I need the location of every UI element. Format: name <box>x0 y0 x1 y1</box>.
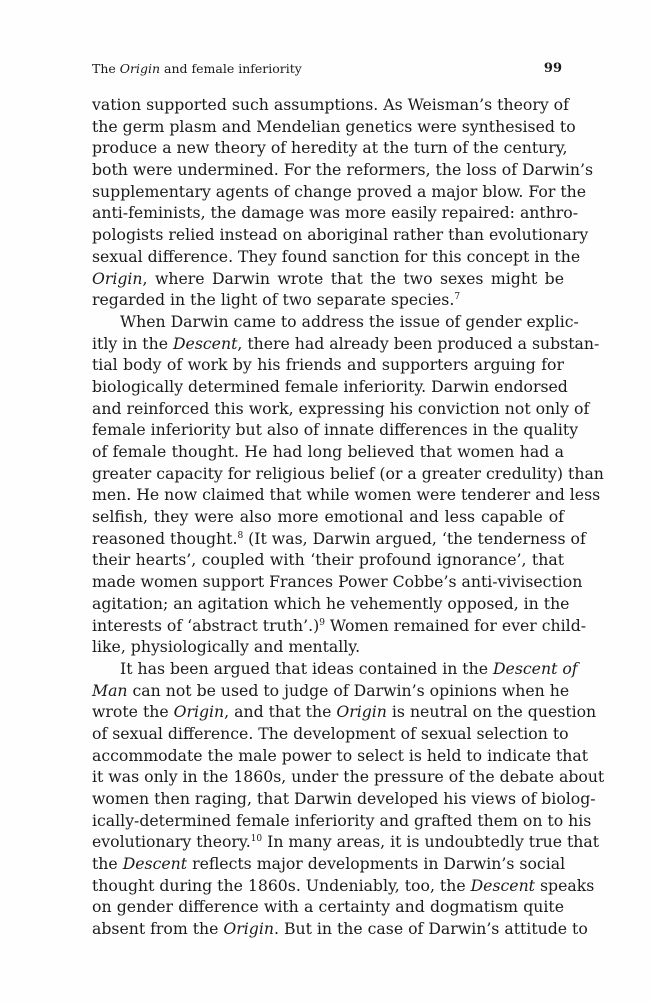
italic-title: Man <box>92 680 128 700</box>
text-line <box>92 333 600 355</box>
text-line <box>92 246 581 268</box>
text-run: It has been argued that ideas contained in the <box>120 658 493 678</box>
text-run: speaks <box>534 875 595 895</box>
footnote-ref: 10 <box>250 834 263 845</box>
text-run: men. He now claimed that while women were tenderer and less <box>92 485 601 505</box>
text-line <box>92 745 589 767</box>
text-line <box>92 658 578 680</box>
italic-title: Descent of <box>492 658 578 678</box>
text-line <box>92 896 564 918</box>
text-run: like, physiologically and mentally. <box>92 637 361 657</box>
text-run: regarded in the light of two separate species. <box>92 290 455 310</box>
text-line <box>92 398 590 420</box>
text-run: their hearts’, coupled with ‘their profound ignorance’, that <box>92 550 564 570</box>
text-run: the germ plasm and Mendelian genetics were synthesised to <box>92 116 576 136</box>
body-text <box>92 94 605 940</box>
text-run: agitation; an agitation which he vehemently opposed, in the <box>92 593 570 613</box>
text-line <box>92 918 588 940</box>
text-line <box>92 289 564 311</box>
text-run: both were undermined. For the reformers, the loss of Darwin’s <box>92 160 594 180</box>
text-line <box>92 181 587 203</box>
text-line <box>92 484 601 506</box>
text-run: accommodate the male power to select is held to indicate that <box>92 745 589 765</box>
text-line <box>92 268 564 290</box>
text-run: can not be used to judge of Darwin’s opinions when he <box>127 680 570 700</box>
running-head <box>92 60 562 78</box>
text-line <box>92 528 586 550</box>
text-run: Women remained for ever child- <box>324 615 587 635</box>
text-run: wrote the <box>92 702 174 722</box>
text-line <box>92 875 595 897</box>
text-run: tial body of work by his friends and supporters arguing for <box>92 355 564 375</box>
text-line <box>92 593 570 615</box>
text-run: women then raging, that Darwin developed his views of biolog- <box>92 789 596 808</box>
text-line <box>92 701 597 723</box>
italic-title: Origin <box>92 268 143 288</box>
text-line <box>92 571 583 593</box>
text-run: selfish, they were also more emotional and less capable of <box>92 507 564 527</box>
italic-title: Origin <box>223 919 274 939</box>
text-line <box>92 810 592 832</box>
text-run: supplementary agents of change proved a major blow. For the <box>92 181 587 201</box>
text-run: made women support Frances Power Cobbe’s anti-vivisection <box>92 572 583 592</box>
text-run: evolutionary theory. <box>92 832 251 852</box>
text-run: , and that the <box>224 702 337 722</box>
text-run: interests of ‘abstract truth’.) <box>92 615 320 635</box>
footnote-ref: 8 <box>237 530 244 541</box>
text-line <box>92 116 576 138</box>
text-run: (It was, Darwin argued, ‘the tenderness of <box>243 528 586 548</box>
text-line <box>92 636 564 658</box>
italic-title: Descent <box>470 875 535 895</box>
text-run: is neutral on the question <box>386 702 597 722</box>
text-line <box>92 853 564 875</box>
text-run: , where Darwin wrote that the two sexes might be <box>142 268 564 288</box>
text-line <box>92 159 594 181</box>
text-run: of female thought. He had long believed that women had a <box>92 442 564 461</box>
text-run: reasoned thought. <box>92 528 238 548</box>
text-line <box>92 766 605 788</box>
text-line <box>92 311 579 333</box>
text-line <box>92 615 587 637</box>
text-run: pologists relied instead on aboriginal rather than evolutionary <box>92 225 589 245</box>
text-run: produce a new theory of heredity at the turn of the century, <box>92 138 568 158</box>
text-run: , there had already been produced a substan- <box>237 333 600 353</box>
text-line <box>92 376 568 398</box>
text-run: . But in the case of Darwin’s attitude to <box>273 919 588 939</box>
text-run: absent from the <box>92 919 224 939</box>
text-run: on gender difference with a certainty and dogmatism quite <box>92 897 564 917</box>
text-run: the <box>92 854 123 874</box>
text-line <box>92 788 596 810</box>
text-line <box>92 723 569 745</box>
text-line <box>92 506 564 528</box>
text-run: and reinforced this work, expressing his conviction not only of <box>92 398 590 418</box>
text-run: ically-determined female inferiority and grafted them on to his <box>92 810 592 830</box>
text-run: greater capacity for religious belief (or a greater credulity) than <box>92 463 604 483</box>
text-line <box>92 680 570 702</box>
text-line <box>92 441 564 463</box>
text-line <box>92 224 589 246</box>
text-run: anti-feminists, the damage was more easily repaired: anthro- <box>92 203 579 223</box>
text-run: itly in the <box>92 333 173 353</box>
text-run: of sexual difference. The development of sexual selection to <box>92 723 569 743</box>
text-line <box>92 831 600 853</box>
italic-title: Origin <box>173 702 225 722</box>
running-title: The Origin and female inferiority <box>92 61 302 76</box>
italic-title: Descent <box>172 333 238 353</box>
text-run: When Darwin came to address the issue of gender explic- <box>120 311 579 331</box>
italic-title: Descent <box>122 854 188 874</box>
text-run: reflects major developments in Darwin’s social <box>187 854 566 874</box>
italic-title: Origin <box>336 702 387 722</box>
text-run: it was only in the 1860s, under the pressure of the debate about <box>92 767 605 787</box>
text-run: vation supported such assumptions. As Weisman’s theory of <box>92 95 569 114</box>
text-line <box>92 354 564 376</box>
page-number: 99 <box>543 61 562 76</box>
footnote-ref: 7 <box>454 292 461 303</box>
text-run: thought during the 1860s. Undeniably, too, the <box>92 875 471 895</box>
text-line <box>92 419 579 441</box>
text-line <box>92 202 579 224</box>
text-run: sexual difference. They found sanction for this concept in the <box>92 246 581 266</box>
text-run: female inferiority but also of innate differences in the quality <box>92 420 579 440</box>
text-line <box>92 137 568 159</box>
footnote-ref: 9 <box>319 617 325 628</box>
text-line <box>92 463 604 485</box>
text-line <box>92 549 564 571</box>
text-run: biologically determined female inferiority. Darwin endorsed <box>92 376 568 396</box>
text-line <box>92 94 569 116</box>
text-run: In many areas, it is undoubtedly true that <box>262 832 600 852</box>
